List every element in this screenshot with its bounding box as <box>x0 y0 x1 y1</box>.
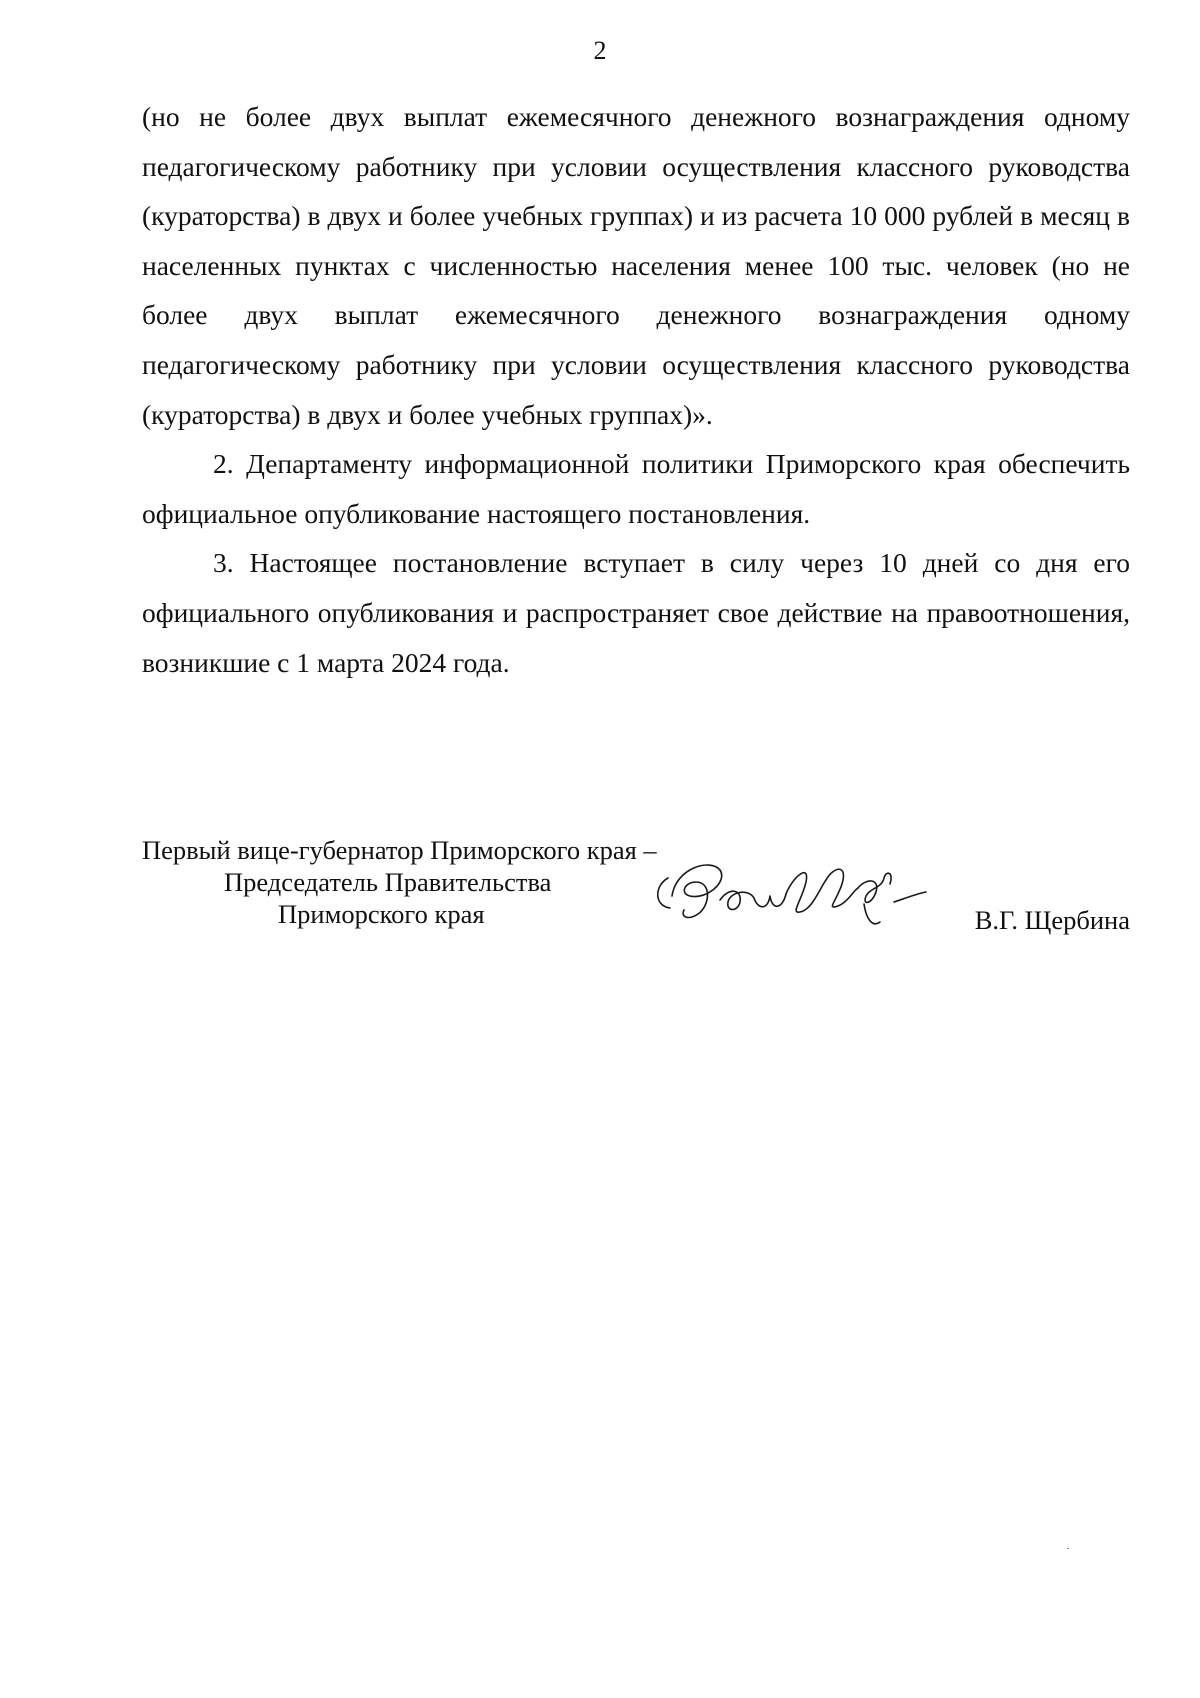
scan-artifact <box>1067 1548 1069 1549</box>
page-number: 2 <box>593 36 607 65</box>
handwritten-signature <box>650 848 970 948</box>
paragraph-continuation: (но не более двух выплат ежемесячного денежного вознаграждения одному педагогическому работнику при условии осуществления классного руководства (кураторства) в двух и более учебных группах) и из расчета 10 000 рублей в месяц в населенных пунктах с численностью населения менее 100 тыс. человек (но не более двух выплат ежемесячного денежного вознаграждения одному педагогическому работнику при условии осуществления классного руководства (кураторства) в двух и более учебных группах)». <box>142 101 1130 430</box>
document-body <box>142 92 1130 687</box>
paragraph-item-3: 3. Настоящее постановление вступает в силу через 10 дней со дня его официального опубликования и распространяет свое действие на правоотношения, возникшие с 1 марта 2024 года. <box>142 547 1130 678</box>
signature-block <box>142 834 1130 954</box>
signatory-position-line3: Приморского края <box>278 899 485 929</box>
signatory-position-line1: Первый вице-губернатор Приморского края – <box>142 835 657 865</box>
signatory-name: В.Г. Щербина <box>974 905 1130 935</box>
signatory-position-line2: Председатель Правительства <box>224 867 552 897</box>
paragraph-item-2: 2. Департаменту информационной политики Приморского края обеспечить официальное опубликование настоящего постановления. <box>142 448 1130 529</box>
